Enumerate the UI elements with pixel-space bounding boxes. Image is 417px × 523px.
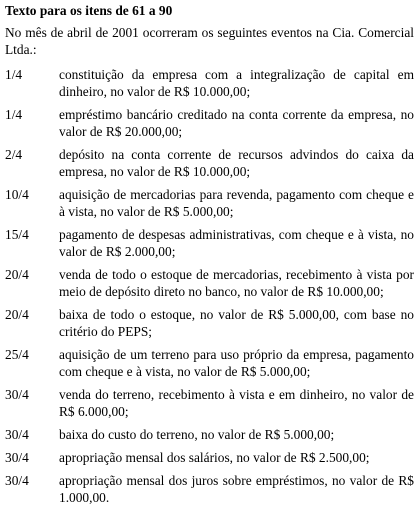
event-date: 20/4 xyxy=(5,307,29,322)
event-item xyxy=(5,226,414,260)
event-item xyxy=(5,306,414,340)
event-item xyxy=(5,449,414,466)
event-description: aquisição de um terreno para uso próprio da empresa, pagamento com cheque e à vista, no valor de R$ 5.000,00; xyxy=(59,347,414,379)
event-item xyxy=(5,66,414,100)
event-description: aquisição de mercadorias para revenda, pagamento com cheque e à vista, no valor de R$ 5.000,00; xyxy=(59,187,414,219)
event-description: venda de todo o estoque de mercadorias, recebimento à vista por meio de depósito direto no banco, no valor de R$ 10.000,00; xyxy=(59,267,414,299)
event-list xyxy=(5,66,414,506)
event-item xyxy=(5,472,414,506)
event-description: constituição da empresa com a integralização de capital em dinheiro, no valor de R$ 10.000,00; xyxy=(59,67,414,99)
document-page xyxy=(5,2,414,512)
event-description: baixa de todo o estoque, no valor de R$ 5.000,00, com base no critério do PEPS; xyxy=(59,307,414,339)
event-date: 20/4 xyxy=(5,267,29,282)
event-item xyxy=(5,426,414,443)
event-description: apropriação mensal dos salários, no valor de R$ 2.500,00; xyxy=(59,450,370,465)
event-description: venda do terreno, recebimento à vista e em dinheiro, no valor de R$ 6.000,00; xyxy=(59,387,414,419)
event-item xyxy=(5,386,414,420)
intro-paragraph: No mês de abril de 2001 ocorreram os seguintes eventos na Cia. Comercial Ltda.: xyxy=(5,25,414,57)
event-date: 30/4 xyxy=(5,473,29,488)
event-date: 30/4 xyxy=(5,450,29,465)
event-item xyxy=(5,146,414,180)
event-item xyxy=(5,346,414,380)
event-date: 30/4 xyxy=(5,387,29,402)
event-description: empréstimo bancário creditado na conta corrente da empresa, no valor de R$ 20.000,00; xyxy=(59,107,414,139)
event-description: depósito na conta corrente de recursos advindos do caixa da empresa, no valor de R$ 10.000,00; xyxy=(59,147,414,179)
event-date: 25/4 xyxy=(5,347,29,362)
event-date: 1/4 xyxy=(5,67,23,82)
event-date: 30/4 xyxy=(5,427,29,442)
event-date: 2/4 xyxy=(5,147,23,162)
document-title: Texto para os itens de 61 a 90 xyxy=(5,3,173,18)
event-date: 1/4 xyxy=(5,107,23,122)
event-date: 10/4 xyxy=(5,187,29,202)
event-description: baixa do custo do terreno, no valor de R$ 5.000,00; xyxy=(59,427,335,442)
event-date: 15/4 xyxy=(5,227,29,242)
event-description: apropriação mensal dos juros sobre empréstimos, no valor de R$ 1.000,00. xyxy=(59,473,414,505)
event-item xyxy=(5,106,414,140)
event-item xyxy=(5,266,414,300)
event-description: pagamento de despesas administrativas, com cheque e à vista, no valor de R$ 2.000,00; xyxy=(59,227,414,259)
event-item xyxy=(5,186,414,220)
